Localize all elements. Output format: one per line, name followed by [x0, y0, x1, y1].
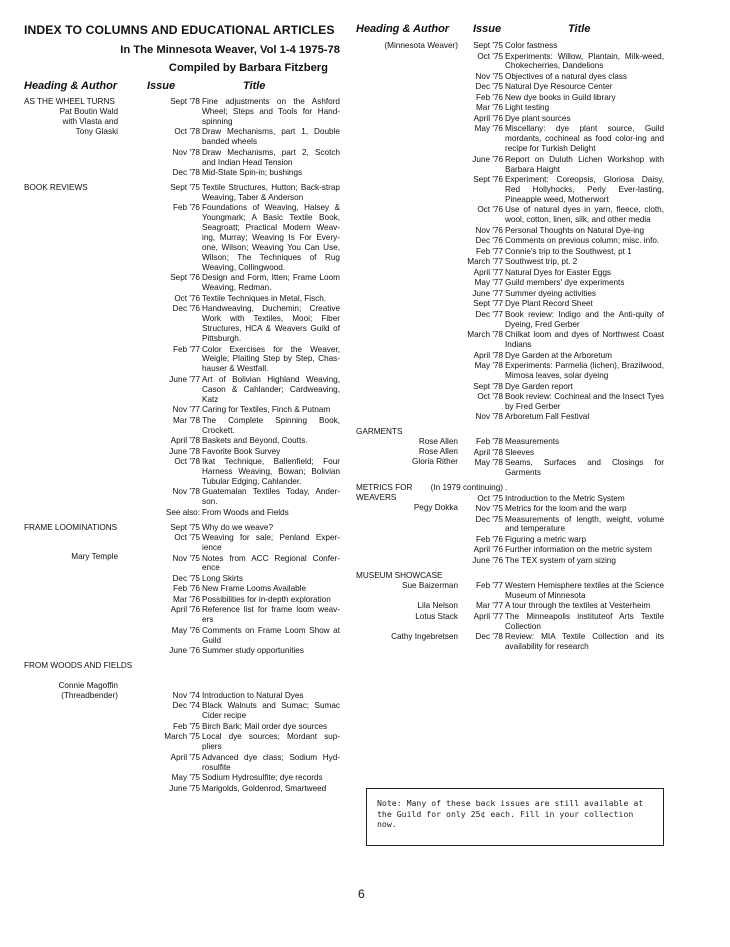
index-entry	[24, 345, 340, 375]
index-entry	[24, 584, 340, 594]
entry-title: Western Hemisphere textiles at the Science Museum of Minnesota	[505, 580, 664, 600]
entry-title: Ikat Technique, Ballenfield; Four Harness Weaving, Bowan; Bolivian Tubular Edging, Cahlander.	[202, 457, 340, 486]
index-entry	[356, 155, 664, 175]
entry-title: Color Exercises for the Weaver, Weigle; Plaiting Step by Step, Chas-hauser & Westfall.	[202, 344, 340, 374]
entry-title: Draw Mechanisms, part 2, Scotch and Indian Head Tension	[202, 147, 340, 167]
index-section	[356, 571, 664, 652]
author-name: Pat Boutin Wald	[59, 106, 118, 116]
entry-title: Natural Dyes for Easter Eggs	[505, 267, 612, 277]
entry-issue: Oct '75	[477, 493, 503, 503]
entry-issue: Feb '76	[172, 203, 200, 213]
entry-title: Book review: Cochineal and the Insect Tyes by Fred Gerber	[505, 392, 664, 411]
entry-title: Chilkat loom and dyes of Northwest Coast Indians	[505, 330, 664, 350]
entry-title: Dye plant sources	[505, 113, 571, 123]
entry-issue: Sept '75	[170, 183, 200, 193]
entry-issue: Nov '78	[172, 147, 200, 157]
index-entry	[356, 103, 664, 113]
author-name: Gloria Rither	[412, 457, 458, 467]
compiled-by: Compiled by Barbara Fitzberg	[168, 62, 328, 74]
entry-title: A tour through the textiles at Vesterheim	[505, 601, 651, 611]
entry-title: Book review: Indigo and the Anti-quity of Dyeing, Fred Gerber	[505, 309, 664, 329]
index-entry	[24, 127, 340, 147]
entry-title: Fine adjustments on the Ashford Wheel; Steps and Tools for Hand-spinning	[202, 97, 340, 126]
entry-title: Introduction to the Metric System	[505, 493, 625, 503]
entry-title: Report on Duluth Lichen Workshop with Barbara Haight	[505, 154, 664, 174]
index-entry	[356, 448, 664, 458]
index-entry	[24, 447, 340, 457]
index-entry	[24, 304, 340, 344]
entry-issue: Dec '75	[475, 82, 503, 92]
section-heading: FROM WOODS AND FIELDS	[24, 661, 133, 671]
entry-title: Arboretum Fall Festival	[505, 412, 590, 422]
entry-title: Why do we weave?	[202, 522, 273, 532]
entry-issue: Dec '77	[475, 309, 503, 319]
entry-issue: Sept '77	[473, 299, 503, 309]
index-entry	[24, 753, 340, 773]
index-entry	[356, 330, 664, 350]
entry-issue: Mar '77	[475, 601, 503, 611]
index-section	[24, 183, 340, 518]
entry-title: Light testing	[505, 103, 550, 113]
section-heading: AS THE WHEEL TURNS	[24, 97, 115, 106]
entry-author: Cathy Ingebretsen	[391, 632, 458, 642]
entry-title: Connie's trip to the Southwest, pt 1	[505, 246, 632, 256]
entry-issue: May '76	[171, 625, 200, 635]
index-entry	[356, 52, 664, 72]
author-name: (Minnesota Weaver)	[384, 41, 458, 50]
index-section	[24, 661, 340, 793]
entry-title: Miscellany: dye plant source, Guild mordants, cochineal as food color-ing and recipe for Turkish Delight	[505, 124, 664, 154]
entry-issue: Oct '75	[174, 533, 200, 543]
col-header-heading-author-right: Heading & Author	[356, 23, 450, 35]
entry-title: Measurements of length, weight, volume and temperature	[505, 514, 664, 534]
index-entry	[24, 405, 340, 415]
index-entry	[24, 691, 340, 701]
index-entry	[356, 72, 664, 82]
index-section	[24, 523, 340, 657]
entry-title: .	[505, 483, 508, 493]
entry-title: Further information on the metric system	[505, 545, 652, 555]
index-section	[356, 427, 664, 478]
author-name: Rose Allen	[418, 447, 458, 457]
entry-issue: Sept '76	[170, 273, 200, 283]
entry-title: Use of natural dyes in yarn, fleece, cloth, wool, cotton, linen, silk, and other media	[505, 205, 664, 225]
entry-title: The TEX system of yarn sizing	[505, 555, 616, 565]
entry-issue: Nov '75	[475, 71, 503, 81]
entry-title: The Complete Spinning Book, Crockett.	[202, 415, 340, 435]
index-entry	[356, 535, 664, 545]
entry-issue: See also:	[165, 507, 200, 517]
entry-title: Notes from ACC Regional Confer-ence	[202, 553, 340, 573]
entry-issue: Feb '77	[172, 344, 200, 354]
entry-issue: Nov '75	[172, 553, 200, 563]
index-entry	[356, 494, 664, 504]
entry-title: Personal Thoughts on Natural Dye-ing	[505, 225, 645, 235]
index-entry	[356, 236, 664, 246]
entry-issue: Oct '76	[477, 205, 503, 215]
entry-title: New dye books in Guild library	[505, 92, 616, 102]
entry-title: Measurements	[505, 437, 560, 447]
index-entry	[356, 581, 664, 601]
entry-title: Figuring a metric warp	[505, 534, 586, 544]
index-entry	[356, 175, 664, 205]
index-entry	[24, 508, 340, 518]
entry-issue: Sept '76	[473, 175, 503, 185]
entry-title: The Minneapolis instituteof Arts Textile Collection	[505, 611, 664, 631]
index-entry	[356, 114, 664, 124]
entry-title: Marigolds, Goldenrod, Smartweed	[202, 783, 327, 793]
entry-issue: Nov '77	[172, 405, 200, 415]
entry-issue: April '76	[473, 113, 503, 123]
index-entry	[24, 554, 340, 574]
entry-title: Textile Techniques in Metal, Fisch.	[202, 293, 327, 303]
entry-title: Handweaving, Duchemin; Creative Work with Textiles, Mooi; Fiber Structures, HCA & Weavers Guild of Pittsburgh.	[202, 304, 340, 343]
entry-issue: Dec '75	[475, 514, 503, 524]
section-heading: BOOK REVIEWS	[24, 183, 88, 193]
index-entry	[356, 612, 664, 632]
entry-issue: May '78	[474, 361, 503, 371]
index-entry	[356, 361, 664, 381]
index-entry	[24, 203, 340, 272]
entry-issue: June '75	[169, 783, 200, 793]
entry-title: Birch Bark; Mail order dye sources	[202, 721, 328, 731]
entry-title: Guatemalan Textiles Today, Ander-son.	[202, 487, 340, 507]
index-entry	[356, 351, 664, 361]
section-heading: METRICS FOR WEAVERS	[356, 483, 413, 502]
entry-issue: June '76	[472, 555, 503, 565]
index-entry	[24, 416, 340, 436]
index-section	[356, 41, 664, 422]
index-entry	[356, 268, 664, 278]
entry-issue: Oct '78	[174, 457, 200, 467]
entry-title: Dye Plant Record Sheet	[505, 299, 593, 309]
index-entry	[24, 523, 340, 533]
entry-issue: June '77	[169, 374, 200, 384]
entry-title: Natural Dye Resource Center	[505, 82, 613, 92]
entry-author: Lila Nelson	[417, 601, 458, 611]
author-name: Mary Temple	[71, 552, 118, 562]
index-entry	[356, 504, 664, 514]
entry-issue: April '77	[473, 611, 503, 621]
entry-title: Dye Garden report	[505, 381, 573, 391]
entry-issue: Oct '75	[477, 51, 503, 61]
entry-title: Objectives of a natural dyes class	[505, 71, 627, 81]
entry-issue: March '77	[467, 257, 503, 267]
entry-issue: April '78	[473, 350, 503, 360]
entry-title: Sleeves	[505, 447, 535, 457]
entry-title: Advanced dye class; Sodium Hyd-rosulfite	[202, 752, 340, 772]
index-entry	[356, 289, 664, 299]
index-entry	[356, 515, 664, 535]
index-entry	[356, 226, 664, 236]
entry-issue: (In 1979 continuing)	[430, 483, 503, 493]
entry-title: Design and Form, Itten; Frame Loom Weaving, Redman.	[202, 273, 340, 293]
entry-issue: Mar '76	[172, 594, 200, 604]
col-header-title-right: Title	[568, 23, 591, 35]
entry-issue: Feb '75	[172, 721, 200, 731]
entry-issue: April '76	[170, 605, 200, 615]
index-entry	[24, 595, 340, 605]
back-issues-note: Note: Many of these back issues are still available at the Guild for only 25¢ each. Fill in your collection now.	[366, 788, 664, 846]
entry-issue: Feb '76	[475, 534, 503, 544]
index-entry	[24, 722, 340, 732]
index-section	[24, 97, 340, 178]
author-name: Connie Magoffin	[58, 680, 118, 690]
section-heading: MUSEUM SHOWCASE	[356, 570, 443, 580]
index-entry	[356, 392, 664, 412]
col-header-issue: Issue	[147, 80, 176, 92]
index-entry	[356, 310, 664, 330]
index-entry	[24, 436, 340, 446]
index-section	[356, 483, 664, 566]
entry-title: Caring for Textiles, Finch & Putnam	[202, 405, 331, 415]
entry-title: Experiments: Willow, Plantain, Milk-weed, Chokecherries, Dandelions	[505, 51, 664, 71]
index-entry	[24, 375, 340, 405]
page-title: INDEX TO COLUMNS AND EDUCATIONAL ARTICLES	[24, 23, 335, 37]
index-entry	[24, 273, 340, 293]
entry-title: Review: MIA Textile Collection and its availability for research	[505, 632, 664, 651]
entry-title: Guild members' dye experiments	[505, 278, 625, 288]
index-entry	[356, 299, 664, 309]
entry-issue: Nov '74	[172, 690, 200, 700]
entry-issue: Dec '76	[172, 304, 200, 314]
entry-issue: April '77	[473, 267, 503, 277]
entry-issue: May '77	[474, 278, 503, 288]
entry-issue: June '78	[169, 446, 200, 456]
index-entry	[356, 437, 664, 447]
entry-issue: Nov '75	[475, 504, 503, 514]
entry-issue: Oct '78	[174, 127, 200, 137]
left-index-column	[24, 97, 340, 794]
entry-issue: May '76	[474, 124, 503, 134]
entry-issue: Nov '76	[475, 225, 503, 235]
entry-issue: Oct '78	[477, 392, 503, 402]
entry-issue: June '77	[472, 288, 503, 298]
entry-title: Long Skirts	[202, 573, 243, 583]
entry-issue: Sept '75	[170, 522, 200, 532]
entry-issue: June '76	[169, 646, 200, 656]
index-entry	[356, 247, 664, 257]
entry-issue: April '76	[473, 545, 503, 555]
index-entry	[24, 97, 340, 127]
index-entry	[24, 294, 340, 304]
entry-issue: Mar '78	[172, 415, 200, 425]
author-name: Rose Allen	[418, 437, 458, 447]
index-entry	[356, 601, 664, 611]
entry-title: Summer dyeing activities	[505, 288, 597, 298]
index-entry	[24, 533, 340, 553]
entry-title: From Woods and Fields	[202, 507, 289, 517]
entry-title: New Frame Looms Available	[202, 584, 307, 594]
entry-title: Weaving for sale; Penland Exper-ience	[202, 533, 340, 553]
entry-issue: Dec '74	[172, 701, 200, 711]
entry-title: Seams, Surfaces and Closings for Garments	[505, 458, 664, 478]
entry-issue: May '78	[474, 458, 503, 468]
entry-title: Baskets and Beyond, Coutts.	[202, 436, 308, 446]
col-header-issue-right: Issue	[473, 23, 502, 35]
entry-issue: Dec '75	[172, 573, 200, 583]
author-name: with Vlasta and	[62, 116, 118, 126]
entry-issue: Sept '75	[473, 41, 503, 50]
author-name: (Threadbender)	[61, 690, 118, 700]
entry-title: Textile Structures, Hutton; Back-strap Weaving, Taber & Anderson	[202, 183, 340, 202]
index-entry	[356, 556, 664, 566]
index-entry	[356, 458, 664, 478]
entry-title: Introduction to Natural Dyes	[202, 690, 304, 700]
index-entry	[24, 784, 340, 794]
index-entry	[356, 278, 664, 288]
entry-title: Sodium Hydrosulfite; dye records	[202, 773, 323, 783]
index-entry	[356, 82, 664, 92]
col-header-heading-author: Heading & Author	[24, 80, 118, 92]
entry-issue: May '75	[171, 773, 200, 783]
entry-issue: Feb '76	[475, 92, 503, 102]
entry-issue: June '76	[472, 154, 503, 164]
index-entry	[24, 701, 340, 721]
entry-issue: April '75	[170, 752, 200, 762]
page-subtitle: In The Minnesota Weaver, Vol 1-4 1975-78	[120, 44, 340, 56]
entry-title: Art of Bolivian Highland Weaving, Cason & Cahlander; Cardweaving, Katz	[202, 374, 340, 404]
index-entry	[356, 257, 664, 267]
entry-title: Mid-State Spin-in; bushings	[202, 168, 303, 178]
index-entry	[356, 382, 664, 392]
right-index-column	[356, 41, 664, 652]
entry-title: Draw Mechanisms, part 1, Double banded wheels	[202, 127, 340, 147]
index-entry	[24, 457, 340, 487]
index-entry	[24, 574, 340, 584]
entry-issue: Nov '78	[172, 487, 200, 497]
index-entry	[356, 93, 664, 103]
entry-author: Sue Baizerman	[402, 580, 458, 590]
entry-issue: Mar '76	[475, 103, 503, 113]
entry-title: Favorite Book Survey	[202, 446, 281, 456]
index-entry	[24, 168, 340, 178]
index-entry	[24, 487, 340, 507]
entry-issue: Nov '78	[475, 412, 503, 422]
entry-issue: Oct '76	[174, 293, 200, 303]
entry-issue: March '75	[164, 732, 200, 742]
author-name: Pegy Dokka	[413, 502, 458, 512]
index-entry	[24, 646, 340, 656]
entry-issue: Feb '78	[475, 437, 503, 447]
entry-issue: Feb '76	[172, 584, 200, 594]
entry-title: Possibilities for in-depth exploration	[202, 594, 331, 604]
index-entry	[356, 205, 664, 225]
entry-title: Experiments: Parmelia (lichen), Brazilwood, Mimosa leaves, solar dyeing	[505, 361, 664, 381]
index-entry	[356, 124, 664, 154]
index-entry	[24, 148, 340, 168]
section-heading: GARMENTS	[356, 427, 403, 437]
section-heading: FRAME LOOMINATIONS	[24, 522, 118, 532]
entry-title: Experiment: Coreopsis, Gloriosa Daisy, Red Hollyhocks, Perly Ever-lasting, Pineapple weed, Motherwort	[505, 175, 664, 204]
index-entry	[24, 732, 340, 752]
entry-title: Color fastness	[505, 41, 558, 50]
entry-title: Foundations of Weaving, Halsey & Youngmark; A Basic Textile Book, Seagroatt; Practical Modern Weav-ing, Murray; Weaving Is For Every-one, Wilson; Weaving You Can Use, Wilson; The Techniques of Rug Weaving, Collingwood.	[202, 203, 340, 272]
index-entry	[24, 605, 340, 625]
page-number: 6	[358, 887, 365, 901]
entry-title: Dye Garden at the Arboretum	[505, 350, 612, 360]
entry-title: Black Walnuts and Sumac; Sumac Cider recipe	[202, 701, 340, 721]
entry-title: Metrics for the loom and the warp	[505, 504, 627, 514]
entry-issue: Dec '76	[475, 236, 503, 246]
entry-title: Local dye sources; Mordant sup-pliers	[202, 732, 340, 752]
entry-issue: April '78	[473, 447, 503, 457]
entry-issue: April '78	[170, 436, 200, 446]
author-name: Tony Glaski	[75, 126, 118, 136]
index-entry	[356, 632, 664, 652]
entry-issue: March '78	[467, 330, 503, 340]
index-entry	[24, 626, 340, 646]
entry-issue: Sept '78	[473, 381, 503, 391]
entry-issue: Dec '78	[172, 168, 200, 178]
index-entry	[356, 545, 664, 555]
index-entry	[24, 183, 340, 203]
index-entry	[356, 41, 664, 51]
entry-title: Reference list for frame loom weav-ers	[202, 605, 340, 625]
index-entry	[356, 412, 664, 422]
index-entry	[24, 773, 340, 783]
entry-issue: Feb '77	[475, 246, 503, 256]
entry-title: Summer study opportunities	[202, 646, 304, 656]
entry-issue: Dec '78	[475, 632, 503, 642]
entry-issue: Sept '78	[170, 97, 200, 106]
entry-title: Southwest trip, pt. 2	[505, 257, 578, 267]
entry-author: Lotus Stack	[415, 611, 458, 621]
entry-title: Comments on Frame Loom Show at Guild	[202, 625, 340, 645]
col-header-title: Title	[243, 80, 266, 92]
entry-issue: Feb '77	[475, 580, 503, 590]
entry-title: Comments on previous column; misc. info.	[505, 236, 660, 246]
